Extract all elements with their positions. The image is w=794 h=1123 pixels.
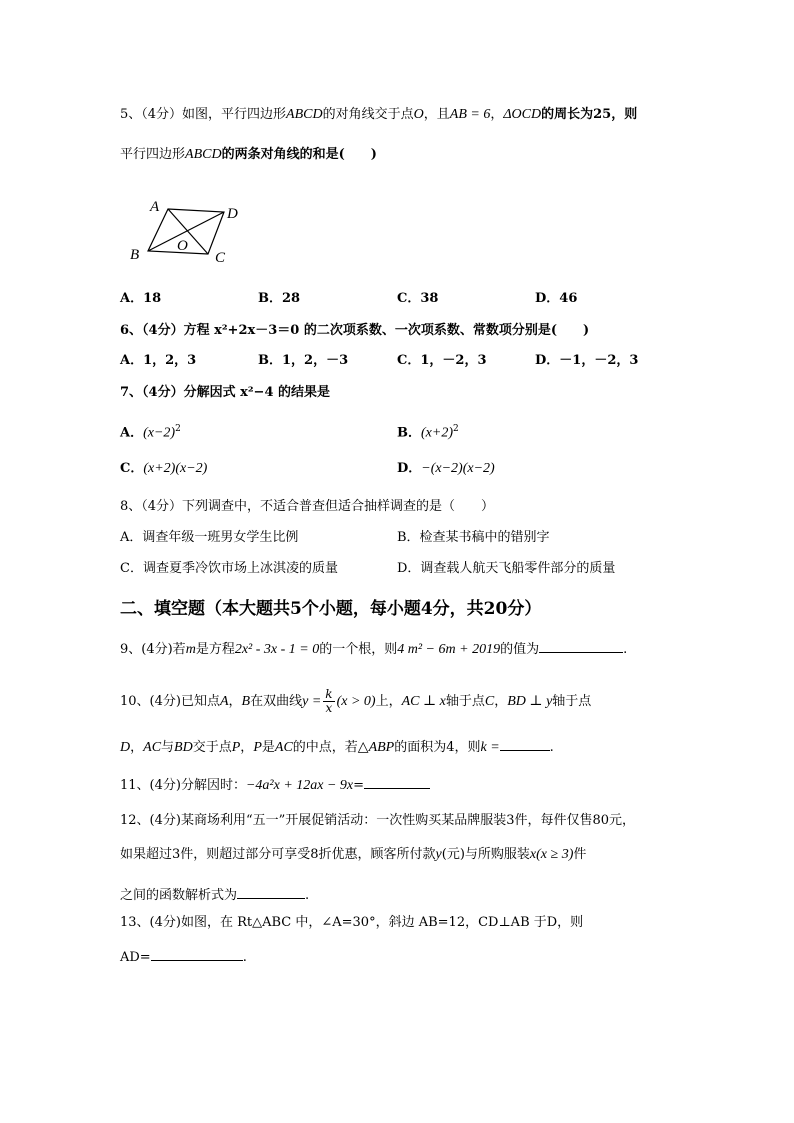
q9-answer-blank[interactable] — [539, 638, 623, 653]
q5-text-b: 的对角线交于点 — [322, 107, 414, 122]
q10-point-c: C — [484, 694, 495, 709]
figure-label-o: O — [177, 238, 188, 254]
q13-text: AD= — [120, 950, 151, 965]
q9-m: m — [185, 642, 196, 657]
q7-option-d[interactable] — [397, 460, 495, 478]
q13-line1: 13、(4分)如图，在 Rt△ABC 中，∠A=30°，斜边 AB=12，CD⊥AB 于D，则 — [120, 915, 584, 930]
q11-text: 11、(4分)分解因时： — [120, 778, 246, 793]
q12-text-c: 件 — [573, 847, 587, 862]
q7-option-a[interactable] — [120, 420, 181, 442]
q10-text-d: 上， — [375, 694, 402, 709]
q10-text-j: 交于点 — [192, 740, 232, 755]
q12-text-b: (元)与所购服装 — [441, 847, 530, 862]
q7-option-b-exp: 2 — [453, 424, 459, 434]
q10-text-m: 的中点，若 — [292, 740, 358, 755]
q10-text-a: 10、(4分)已知点 — [120, 694, 220, 709]
q7-option-d-expr: −(x−2)(x−2) — [421, 461, 495, 476]
q6-option-c[interactable]: C．1，－2，3 — [397, 353, 487, 368]
q5-text-e: 的周长为25，则 — [541, 107, 638, 122]
figure-label-c: C — [215, 250, 226, 266]
q10-text-e: 轴于点 — [445, 694, 485, 709]
q10-point-p: P — [231, 740, 241, 755]
q5-text-f: 平行四边形 — [120, 147, 186, 162]
q10-text-h: ， — [130, 740, 144, 755]
q5-text-g: 的两条对角线的和是( ) — [221, 147, 377, 162]
q10-ac-2: AC — [274, 740, 293, 755]
q8-option-b[interactable]: B．检查某书稿中的错别字 — [397, 530, 550, 545]
q10-perp1: AC ⊥ x — [401, 694, 446, 709]
q10-frac-den: x — [325, 701, 333, 715]
parallelogram-figure — [125, 196, 255, 271]
q7-option-b-expr: (x+2) — [421, 425, 453, 441]
q6-option-d[interactable]: D．－1，－2，3 — [535, 353, 639, 368]
q5-ab6: AB = 6 — [449, 107, 491, 122]
q12-line1: 12、(4分)某商场利用“五一”开展促销活动：一次性购买某品牌服装3件，每件仅售80元， — [120, 813, 636, 828]
q10-perp2: BD ⊥ y — [507, 694, 553, 709]
q5-option-a[interactable]: A．18 — [120, 291, 162, 306]
q5-option-c[interactable]: C．38 — [397, 291, 439, 306]
q9-text-d: 的值为 — [500, 642, 540, 657]
q12-text-a: 如果超过3件，则超过部分可享受8折优惠，顾客所付款 — [120, 847, 436, 862]
q5-line1 — [120, 106, 637, 124]
q10-text-c: 在双曲线 — [250, 694, 303, 709]
q10-fraction — [323, 688, 334, 715]
q9-text-a: 9、(4分)若 — [120, 642, 186, 657]
q10-text-n: 的面积为4，则 — [394, 740, 481, 755]
q12-text-d: 之间的函数解析式为 — [120, 888, 238, 903]
q6-text: 6、（4分）方程 x²+2x－3＝0 的二次项系数、一次项系数、常数项分别是( ) — [120, 323, 590, 338]
q8-option-c[interactable]: C．调查夏季冷饮市场上冰淇凌的质量 — [120, 561, 338, 576]
q8-option-d[interactable]: D．调查载人航天飞船零件部分的质量 — [397, 561, 616, 576]
q10-text-l: 是 — [261, 740, 275, 755]
q12-y: y — [435, 847, 442, 862]
q12-condition: (x ≥ 3) — [536, 847, 574, 862]
q11-line — [120, 774, 430, 795]
q11-expression: −4a²x + 12ax − 9x — [245, 778, 354, 793]
q10-point-p-2: P — [253, 740, 262, 755]
q9-expression: 4 m² − 6m + 2019 — [397, 642, 501, 657]
figure-label-d: D — [227, 206, 238, 222]
q7-option-a-exp: 2 — [175, 424, 181, 434]
q5-abcd-2: ABCD — [185, 147, 222, 162]
q7-option-c-expr: (x+2)(x−2) — [143, 461, 208, 476]
diagonal-ac — [168, 209, 208, 254]
q9-line — [120, 638, 627, 659]
q9-equation: 2x² - 3x - 1 = 0 — [234, 642, 320, 657]
q12-end: . — [305, 888, 310, 903]
q10-line2 — [120, 736, 554, 757]
q12-answer-blank[interactable] — [237, 884, 305, 899]
q7-option-c-label: C． — [120, 461, 144, 476]
q12-x: x — [529, 847, 537, 862]
q7-option-d-label: D． — [397, 461, 422, 476]
q10-ac: AC — [143, 740, 162, 755]
q7-option-a-label: A． — [120, 425, 144, 441]
q10-text-f: ， — [494, 694, 508, 709]
q13-line2 — [120, 946, 247, 967]
q5-text-c: ，且 — [423, 107, 450, 122]
q10-k-eq: k = — [480, 740, 500, 755]
q9-end: . — [623, 642, 628, 657]
figure-label-b: B — [130, 247, 140, 263]
q7-option-b[interactable] — [397, 420, 459, 442]
q7-option-c[interactable] — [120, 460, 207, 478]
q10-condition: (x > 0) — [336, 694, 376, 709]
q10-frac-num: k — [325, 687, 333, 701]
q8-text: 8、（4分）下列调查中，不适合普查但适合抽样调查的是（ ） — [120, 499, 495, 514]
q5-option-d[interactable]: D．46 — [535, 291, 578, 306]
q7-text: 7、（4分）分解因式 x²−4 的结果是 — [120, 385, 331, 400]
q6-option-a[interactable]: A．1，2，3 — [120, 353, 197, 368]
q5-option-b[interactable]: B．28 — [258, 291, 301, 306]
q5-abcd: ABCD — [286, 107, 323, 122]
q5-o: O — [413, 107, 424, 122]
q5-text-a: 5、（4分）如图，平行四边形 — [120, 107, 287, 122]
q5-text-d: ， — [490, 107, 504, 122]
figure-label-a: A — [150, 199, 160, 215]
q10-text-i: 与 — [161, 740, 175, 755]
q10-text-b: ， — [228, 694, 242, 709]
q13-answer-blank[interactable] — [151, 946, 243, 961]
q10-answer-blank[interactable] — [500, 736, 550, 751]
q10-triangle: △ABP — [357, 740, 395, 755]
q10-point-d: D — [120, 740, 131, 755]
q11-answer-blank[interactable] — [364, 774, 430, 789]
q12-line3 — [120, 884, 309, 905]
q8-option-a[interactable]: A．调查年级一班男女学生比例 — [120, 530, 299, 545]
q10-bd: BD — [174, 740, 193, 755]
q6-option-b[interactable]: B．1，2，－3 — [258, 353, 349, 368]
q10-point-a: A — [219, 694, 229, 709]
q10-text-k: ， — [240, 740, 254, 755]
q5-line2 — [120, 146, 377, 164]
q10-end: . — [549, 740, 554, 755]
q11-equals: = — [353, 778, 365, 793]
q10-point-b: B — [241, 694, 251, 709]
q10-text-g: 轴于点 — [552, 694, 592, 709]
q13-end: . — [242, 950, 247, 965]
q9-text-b: 是方程 — [195, 642, 235, 657]
q10-line1 — [120, 688, 591, 715]
q7-option-b-label: B． — [397, 425, 421, 441]
q7-option-a-expr: (x−2) — [143, 425, 176, 441]
q9-text-c: 的一个根，则 — [319, 642, 398, 657]
q5-ocd: ΔOCD — [503, 107, 542, 122]
q10-y-eq: y = — [302, 694, 322, 709]
q12-line2 — [120, 846, 586, 864]
section-title: 二、填空题（本大题共5个小题，每小题4分，共20分） — [120, 599, 542, 619]
